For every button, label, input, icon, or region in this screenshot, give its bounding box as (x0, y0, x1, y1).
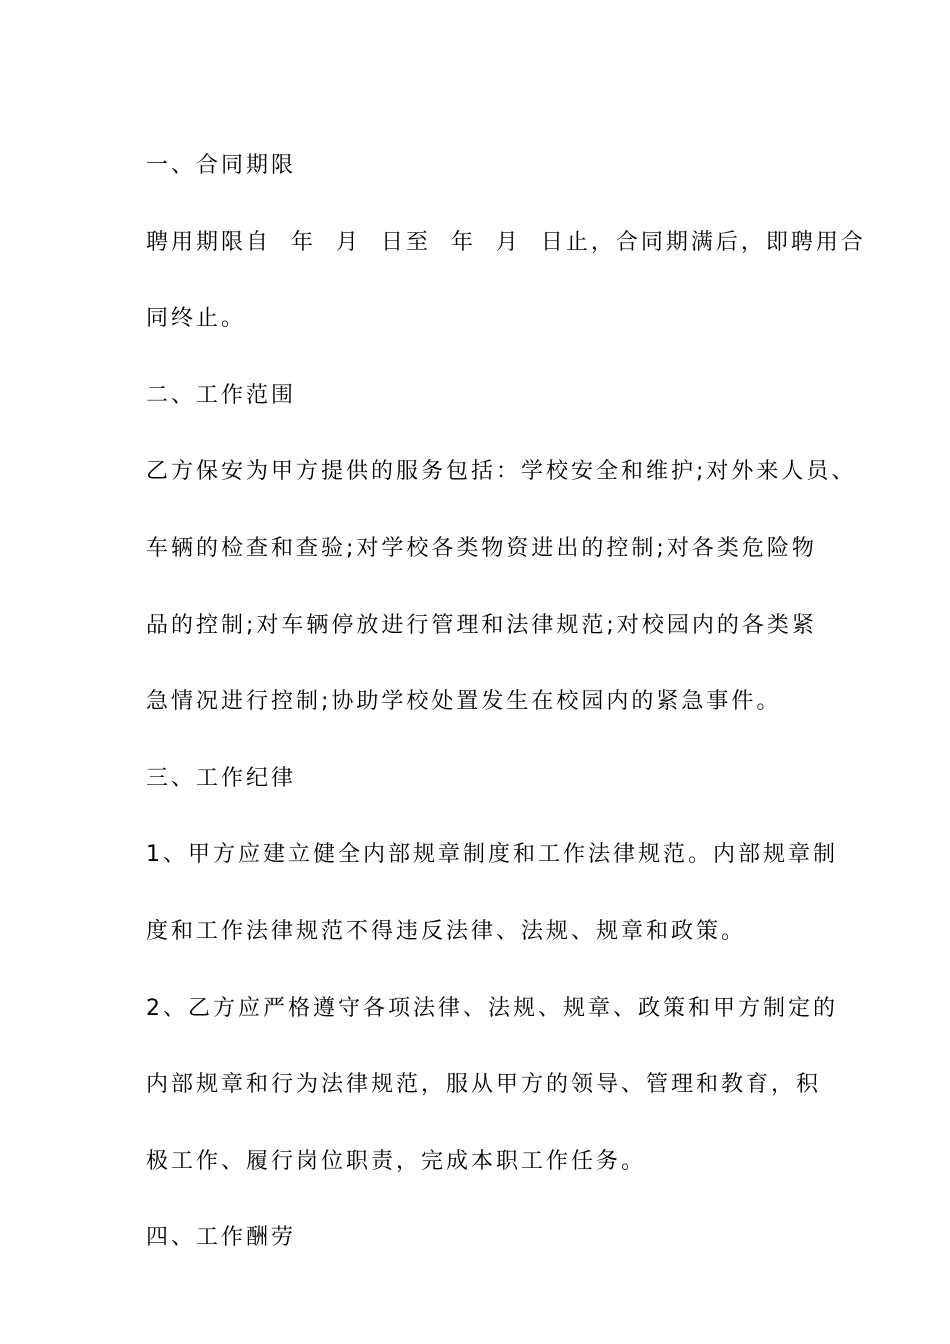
paragraph-line: 乙方保安为甲方提供的服务包括：学校安全和维护;对外来人员、 (146, 459, 857, 485)
paragraph-line: 内部规章和行为法律规范，服从甲方的领导、管理和教育，积 (146, 1072, 822, 1098)
paragraph-line: 车辆的检查和查验;对学校各类物资进出的控制;对各类危险物 (146, 535, 817, 561)
section-heading-work-pay: 四、工作酬劳 (146, 1225, 297, 1251)
paragraph-line: 聘用期限自 年 月 日至 年 月 日止，合同期满后，即聘用合 (146, 229, 866, 255)
paragraph-line: 极工作、履行岗位职责，完成本职工作任务。 (146, 1148, 647, 1174)
paragraph-line: 1、甲方应建立健全内部规章制度和工作法律规范。内部规章制 (146, 842, 838, 868)
section-heading-work-scope: 二、工作范围 (146, 382, 297, 408)
document-body (146, 128, 866, 1277)
paragraph-line: 同终止。 (146, 306, 247, 332)
paragraph-line: 度和工作法律规范不得违反法律、法规、规章和政策。 (146, 918, 747, 944)
paragraph-line: 品的控制;对车辆停放进行管理和法律规范;对校园内的各类紧 (146, 612, 817, 638)
section-heading-contract-term: 一、合同期限 (146, 153, 297, 178)
paragraph-line: 急情况进行控制;协助学校处置发生在校园内的紧急事件。 (146, 689, 782, 715)
section-heading-work-discipline: 三、工作纪律 (146, 765, 297, 791)
paragraph-line: 2、乙方应严格遵守各项法律、法规、规章、政策和甲方制定的 (146, 995, 838, 1021)
